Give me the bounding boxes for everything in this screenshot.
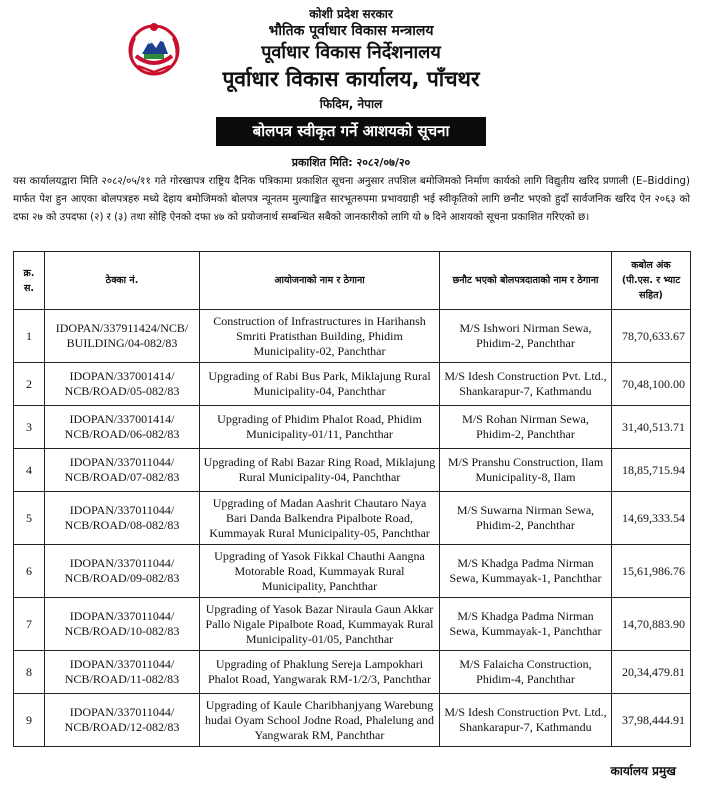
cell-project: Upgrading of Kaule Charibhanjyang Warebung hudai Oyam School Jodne Road, Phalelung and Yangwarak RM, Panchthar	[200, 694, 440, 747]
cell-sn: 9	[14, 694, 45, 747]
cell-amount: 20,34,479.81	[612, 651, 691, 694]
cell-sn: 4	[14, 449, 45, 492]
cell-project: Upgrading of Madan Aashrit Chautaro Naya Bari Danda Balkendra Pipalbote Road, Kummayak Rural Municipality-05, Panchthar	[200, 492, 440, 545]
cell-contract: IDOPAN/337011044/ NCB/ROAD/08-082/83	[45, 492, 200, 545]
cell-contract: IDOPAN/337001414/ NCB/ROAD/05-082/83	[45, 363, 200, 406]
header-amount: कबोल अंक (पी.एस. र भ्याट सहित)	[612, 252, 691, 310]
cell-bidder: M/S Idesh Construction Pvt. Ltd., Shankarapur-7, Kathmandu	[440, 694, 612, 747]
cell-project: Upgrading of Phaklung Sereja Lampokhari Phalot Road, Yangwarak RM-1/2/3, Panchthar	[200, 651, 440, 694]
cell-bidder: M/S Ishwori Nirman Sewa, Phidim-2, Panchthar	[440, 310, 612, 363]
cell-contract: IDOPAN/337011044/ NCB/ROAD/09-082/83	[45, 545, 200, 598]
cell-amount: 70,48,100.00	[612, 363, 691, 406]
cell-amount: 37,98,444.91	[612, 694, 691, 747]
cell-project: Upgrading of Yasok Bazar Niraula Gaun Akkar Pallo Nigale Pipalbote Road, Kummayak Rural Municipality-01/05, Panchthar	[200, 598, 440, 651]
table-row	[14, 406, 691, 449]
table-row	[14, 694, 691, 747]
cell-sn: 2	[14, 363, 45, 406]
cell-project: Upgrading of Rabi Bus Park, Miklajung Rural Municipality-04, Panchthar	[200, 363, 440, 406]
ministry-name: भौतिक पूर्वाधार विकास मन्त्रालय	[268, 23, 434, 39]
header-contract: ठेक्का नं.	[45, 252, 200, 310]
cell-bidder: M/S Falaicha Construction, Phidim-4, Panchthar	[440, 651, 612, 694]
cell-amount: 78,70,633.67	[612, 310, 691, 363]
cell-bidder: M/S Suwarna Nirman Sewa, Phidim-2, Panchthar	[440, 492, 612, 545]
table-row	[14, 651, 691, 694]
table-header-row	[14, 252, 691, 310]
cell-contract: IDOPAN/337911424/NCB/ BUILDING/04-082/83	[45, 310, 200, 363]
published-date: प्रकाशित मिति: २०८२/०७/२०	[291, 156, 411, 169]
cell-bidder: M/S Khadga Padma Nirman Sewa, Kummayak-1, Panchthar	[440, 545, 612, 598]
cell-sn: 8	[14, 651, 45, 694]
cell-contract: IDOPAN/337011044/ NCB/ROAD/10-082/83	[45, 598, 200, 651]
intro-paragraph: यस कार्यालयद्वारा मिति २०८२/०५/११ गते गोरखापत्र राष्ट्रिय दैनिक पत्रिकामा प्रकाशित सूचना अनुसार तपशिल बमोजिमको निर्माण कार्यको लागि विद्युतीय खरिद प्रणाली (E–Bidding) मार्फत पेश हुन आएका बोलपत्रहरु मध्ये देहाय बमोजिमको बोलपत्र न्यूनतम मुल्याङ्कित सारभूतरुपमा प्रभावग्राही भई स्वीकृतिको लागि छनौट भएको हुदाँ सार्वजनिक खरिद ऐन २०६३ को दफा २७ को उपदफा (२) र (३) तथा सोहि ऐनको दफा ४७ को प्रयोजनार्थ सम्बन्धित सबैको जानकारीको लागि यो ७ दिने आशयको सूचना प्रकाशित गरिएको छ।	[13, 176, 690, 223]
directorate-name: पूर्वाधार विकास निर्देशनालय	[261, 42, 441, 63]
letterhead	[0, 0, 702, 152]
cell-project: Upgrading of Rabi Bazar Ring Road, Miklajung Rural Municipality-04, Panchthar	[200, 449, 440, 492]
award-table	[13, 251, 691, 747]
cell-contract: IDOPAN/337001414/ NCB/ROAD/06-082/83	[45, 406, 200, 449]
province-government: कोशी प्रदेश सरकार	[309, 7, 393, 21]
cell-project: Upgrading of Yasok Fikkal Chauthi Aangna Motorable Road, Kummayak Rural Municipality, Panchthar	[200, 545, 440, 598]
cell-sn: 7	[14, 598, 45, 651]
cell-project: Construction of Infrastructures in Harihansh Smriti Pratisthan Building, Phidim Municipality-02, Panchthar	[200, 310, 440, 363]
table-row	[14, 598, 691, 651]
cell-amount: 14,70,883.90	[612, 598, 691, 651]
cell-amount: 18,85,715.94	[612, 449, 691, 492]
office-chief-signoff: कार्यालय प्रमुख	[610, 764, 676, 778]
cell-bidder: M/S Pranshu Construction, Ilam Municipality-8, Ilam	[440, 449, 612, 492]
table-row	[14, 492, 691, 545]
cell-bidder: M/S Khadga Padma Nirman Sewa, Kummayak-1, Panchthar	[440, 598, 612, 651]
header-project: आयोजनाको नाम र ठेगाना	[200, 252, 440, 310]
table-row	[14, 363, 691, 406]
cell-sn: 1	[14, 310, 45, 363]
cell-contract: IDOPAN/337011044/ NCB/ROAD/11-082/83	[45, 651, 200, 694]
cell-sn: 6	[14, 545, 45, 598]
office-address: फिदिम, नेपाल	[319, 97, 383, 111]
cell-contract: IDOPAN/337011044/ NCB/ROAD/12-082/83	[45, 694, 200, 747]
office-name: पूर्वाधार विकास कार्यालय, पाँचथर	[222, 67, 480, 91]
table-row	[14, 310, 691, 363]
cell-bidder: M/S Rohan Nirman Sewa, Phidim-2, Panchthar	[440, 406, 612, 449]
cell-amount: 15,61,986.76	[612, 545, 691, 598]
cell-sn: 5	[14, 492, 45, 545]
cell-amount: 31,40,513.71	[612, 406, 691, 449]
notice-title: बोलपत्र स्वीकृत गर्ने आशयको सूचना	[216, 117, 486, 146]
cell-project: Upgrading of Phidim Phalot Road, Phidim Municipality-01/11, Panchthar	[200, 406, 440, 449]
cell-amount: 14,69,333.54	[612, 492, 691, 545]
table-row	[14, 545, 691, 598]
cell-contract: IDOPAN/337011044/ NCB/ROAD/07-082/83	[45, 449, 200, 492]
header-bidder: छनौट भएको बोलपत्रदाताको नाम र ठेगाना	[440, 252, 612, 310]
header-sn: क्र. स.	[14, 252, 45, 310]
table-row	[14, 449, 691, 492]
cell-bidder: M/S Idesh Construction Pvt. Ltd., Shankarapur-7, Kathmandu	[440, 363, 612, 406]
cell-sn: 3	[14, 406, 45, 449]
